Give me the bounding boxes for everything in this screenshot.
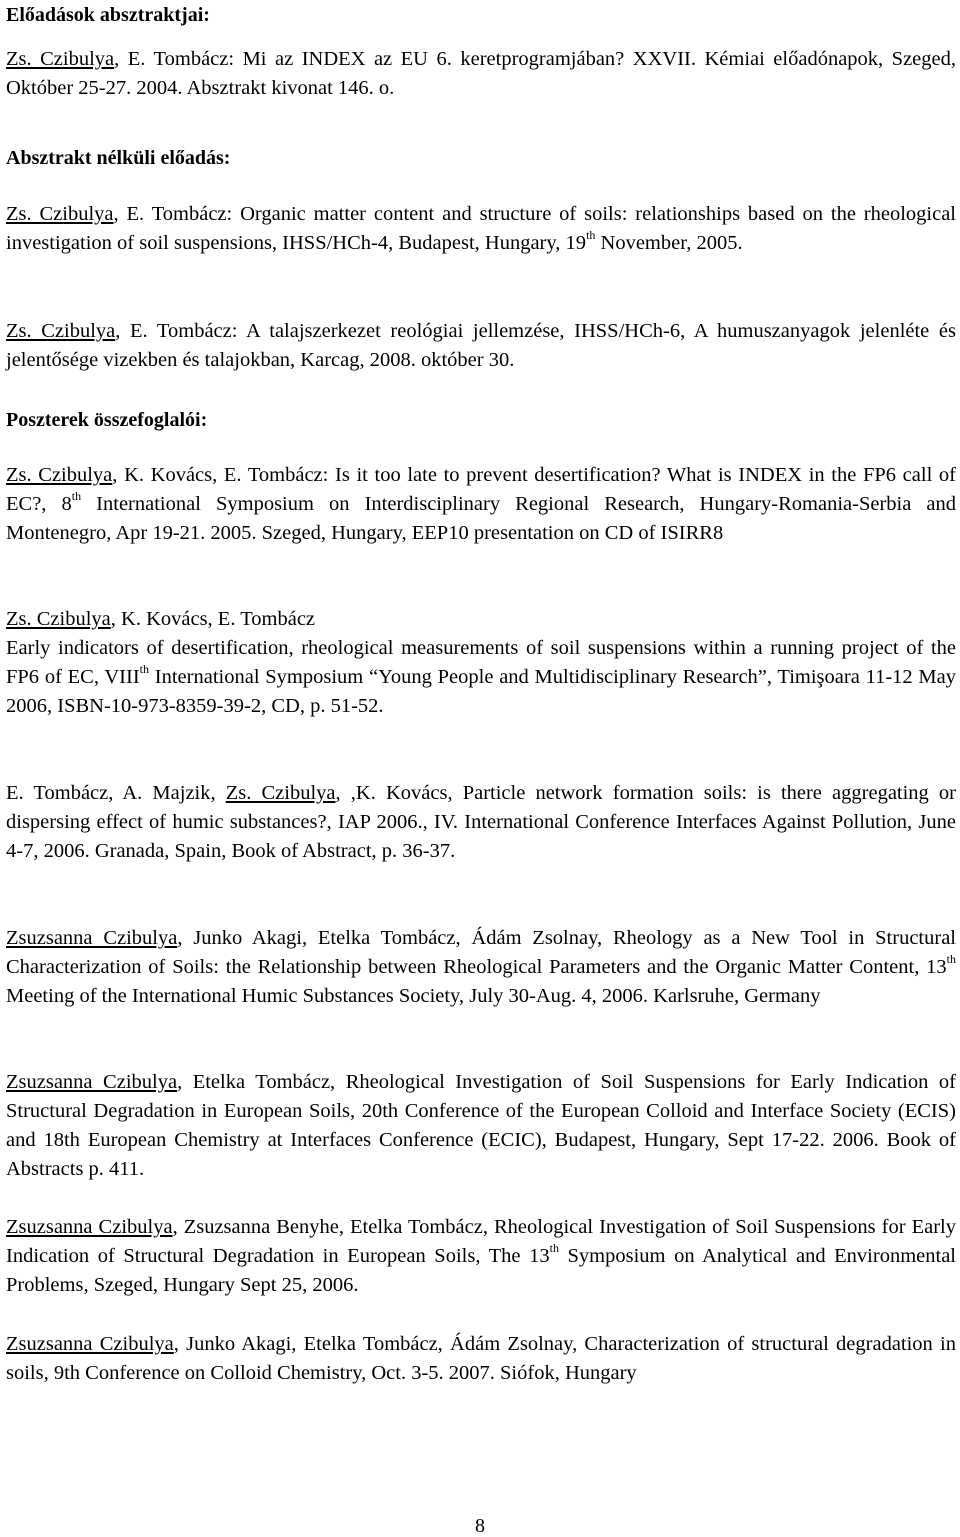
author-name: Zs. Czibulya (6, 464, 113, 486)
author-name: Zs. Czibulya (225, 782, 336, 804)
citation-text: , Zsuzsanna Benyhe, Etelka Tombácz, Rheological Investigation of Soil Suspensions for Early Indication of Structural Degradation in European Soils, The 13 (6, 1216, 956, 1267)
author-name: Zsuzsanna Czibulya (6, 1216, 173, 1238)
citation-text: Early indicators of desertification, rheological measurements of soil suspensions within a running project of the FP6 of EC, VIII (6, 637, 956, 688)
publication-entry (6, 1213, 956, 1300)
citation-text: , Junko Akagi, Etelka Tombácz, Ádám Zsolnay, Rheology as a New Tool in Structural Characterization of Soils: the Relationship between Rheological Parameters and the Organic Matter Content, 13 (6, 927, 956, 978)
publication-entry (6, 779, 956, 866)
publication-entry (6, 924, 956, 1011)
author-name: Zsuzsanna Czibulya (6, 927, 178, 949)
citation-text: , Junko Akagi, Etelka Tombácz, Ádám Zsolnay, Characterization of structural degradation in soils, 9th Conference on Colloid Chemistry, Oct. 3-5. 2007. Siófok, Hungary (6, 1333, 956, 1384)
citation-text: , K. Kovács, E. Tombácz: Is it too late to prevent desertification? What is INDEX in the FP6 call of EC?, 8 (6, 464, 956, 515)
author-name: Zsuzsanna Czibulya (6, 1071, 178, 1093)
citation-text: , K. Kovács, E. Tombácz (110, 608, 316, 630)
heading-no-abstract: Absztrakt nélküli előadás: (6, 147, 231, 169)
publication-entry (6, 200, 956, 258)
author-name: Zs. Czibulya (6, 48, 115, 70)
publication-entry (6, 45, 956, 103)
publication-entry (6, 1330, 956, 1388)
citation-text: , E. Tombácz: Organic matter content and structure of soils: relationships based on the rheological investigation of soil suspensions, IHSS/HCh-4, Budapest, Hungary, 19 (6, 203, 957, 254)
ordinal-suffix: th (549, 1241, 559, 1256)
page-number: 8 (475, 1515, 485, 1537)
author-name: Zs. Czibulya (6, 608, 111, 630)
citation-text: November, 2005. (595, 232, 743, 254)
citation-text: E. Tombácz, A. Majzik, (6, 782, 226, 804)
publication-entry (6, 317, 956, 375)
citation-text: Meeting of the International Humic Substances Society, July 30-Aug. 4, 2006. Karlsruhe, Germany (6, 985, 821, 1007)
author-name: Zs. Czibulya (6, 203, 114, 225)
author-name: Zsuzsanna Czibulya (6, 1333, 174, 1355)
citation-text: International Symposium on Interdisciplinary Regional Research, Hungary-Romania-Serbia and Montenegro, Apr 19-21. 2005. Szeged, Hungary, EEP10 presentation on CD of ISIRR8 (6, 493, 956, 544)
citation-text: , ,K. Kovács, Particle network formation soils: is there aggregating or dispersing effect of humic substances?, IAP 2006., IV. International Conference Interfaces Against Pollution, June 4-7, 2006. Granada, Spain, Book of Abstract, p. 36-37. (6, 782, 957, 862)
citation-text: Symposium on Analytical and Environmental Problems, Szeged, Hungary Sept 25, 2006. (6, 1245, 956, 1296)
ordinal-suffix: th (71, 489, 82, 504)
ordinal-suffix: th (139, 662, 150, 677)
citation-text: , E. Tombácz: Mi az INDEX az EU 6. keretprogramjában? XXVII. Kémiai előadónapok, Szeged, Október 25-27. 2004. Absztrakt kivonat 146. o. (6, 48, 956, 99)
publication-entry (6, 605, 956, 721)
citation-text: International Symposium “Young People and Multidisciplinary Research”, Timişoara 11-12 May 2006, ISBN-10-973-8359-39-2, CD, p. 51-52. (6, 666, 956, 717)
citation-text: , E. Tombácz: A talajszerkezet reológiai jellemzése, IHSS/HCh-6, A humuszanyagok jelenléte és jelentősége vizekben és talajokban, Karcag, 2008. október 30. (6, 320, 956, 371)
publication-entry (6, 461, 956, 548)
ordinal-suffix: th (586, 228, 596, 243)
heading-abstracts: Előadások absztraktjai: (6, 4, 210, 26)
publication-entry (6, 1068, 956, 1184)
citation-text: , Etelka Tombácz, Rheological Investigation of Soil Suspensions for Early Indication of Structural Degradation in European Soils, 20th Conference of the European Colloid and Interface Society (ECIS) and 18th European Chemistry at Interfaces Conference (ECIC), Budapest, Hungary, Sept 17-22. 2006. Book of Abstracts p. 411. (6, 1071, 956, 1180)
heading-posters: Poszterek összefoglalói: (6, 409, 208, 431)
ordinal-suffix: th (946, 952, 956, 967)
author-name: Zs. Czibulya (6, 320, 116, 342)
